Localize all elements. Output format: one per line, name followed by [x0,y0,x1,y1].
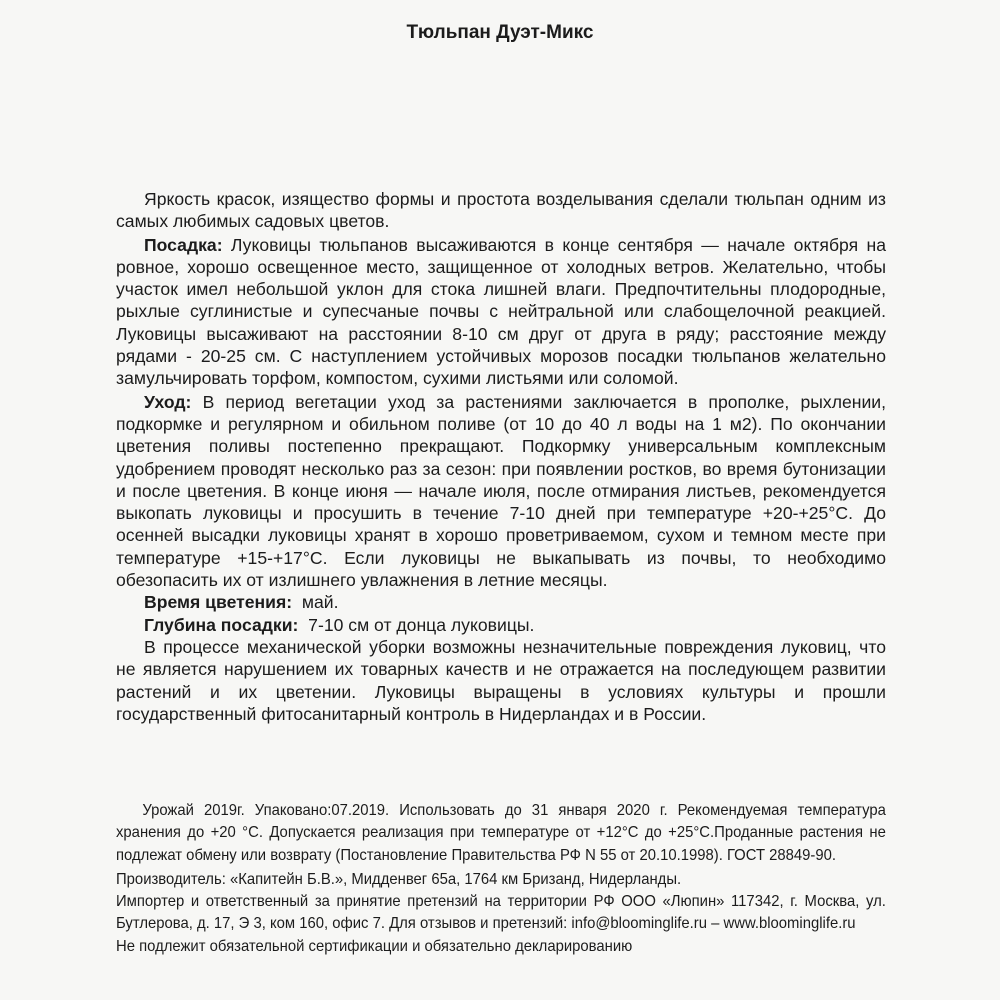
planting-depth-line [116,614,886,636]
page-title: Тюльпан Дуэт-Микс [406,22,594,43]
storage-info: Урожай 2019г. Упаковано:07.2019. Использовать до 31 января 2020 г. Рекомендуемая температура хранения до +20 °С. Допускается реализация при температуре от +12°С до +25°С.Проданные растения не подлежат обмену или возврату (Постановление Правительства РФ N 55 от 20.10.1998). ГОСТ 28849-90. [116,802,886,864]
footer-text [116,800,886,958]
bloom-time-value: май. [301,592,339,613]
planting-paragraph [116,234,886,390]
planting-label: Посадка: [144,234,223,255]
planting-depth-value: 7-10 см от донца луковицы. [308,614,535,635]
bloom-time-label: Время цветения: [144,592,293,613]
care-label: Уход: [144,391,192,412]
importer-info: Импортер и ответственный за принятие претензий на территории РФ ООО «Люпин» 117342, г. Москва, ул. Бутлерова, д. 17, Э 3, ком 160, офис 7. Для отзывов и претензий: info@bloominglife.ru – www.bloominglife.ru [116,893,886,933]
planting-depth-label: Глубина посадки: [144,614,299,635]
care-text: В период вегетации уход за растениями заключается в прополке, рыхлении, подкормке и регулярном и обильном поливе (от 10 до 40 л воды на 1 м2). По окончании цветения поливы постепенно прекращают. Подкормку универсальным комплексным удобрением проводят несколько раз за сезон: при появлении ростков, во время бутонизации и после цветения. В конце июня — начале июля, после отмирания листьев, рекомендуется выкопать луковицы и просушить в течение 7-10 дней при температуре +20-+25°С. До осенней высадки луковицы хранят в хорошо проветриваемом, сухом и темном месте при температуре +15-+17°С. Если луковицы не выкапывать из почвы, то необходимо обезопасить их от излишнего увлажнения в летние месяцы. [116,391,886,591]
manufacturer-info: Производитель: «Капитейн Б.В.», Мидденвег 65а, 1764 км Бризанд, Нидерланды. [116,870,682,888]
note-paragraph: В процессе механической уборки возможны незначительные повреждения луковиц, что не является нарушением их товарных качеств и не отражается на последующем развитии растений и их цветении. Луковицы выращены в условиях культуры и прошли государственный фитосанитарный контроль в Нидерландах и в России. [116,636,886,724]
care-paragraph [116,391,886,592]
certification-info: Не подлежит обязательной сертификации и обязательно декларированию [116,937,633,955]
main-text [116,188,886,725]
planting-text: Луковицы тюльпанов высаживаются в конце сентября — начале октября на ровное, хорошо освещенное место, защищенное от холодных ветров. Желательно, чтобы участок имел небольшой уклон для стока лишней влаги. Предпочтительны плодородные, рыхлые суглинистые и супесчаные почвы с нейтральной или слабощелочной реакцией. Луковицы высаживают на расстоянии 8-10 см друг от друга в ряду; расстояние между рядами - 20-25 см. С наступлением устойчивых морозов посадки тюльпанов желательно замульчировать торфом, компостом, сухими листьями или соломой. [116,234,886,389]
intro-paragraph: Яркость красок, изящество формы и простота возделывания сделали тюльпан одним из самых любимых садовых цветов. [116,189,886,232]
bloom-time-line [116,591,886,613]
